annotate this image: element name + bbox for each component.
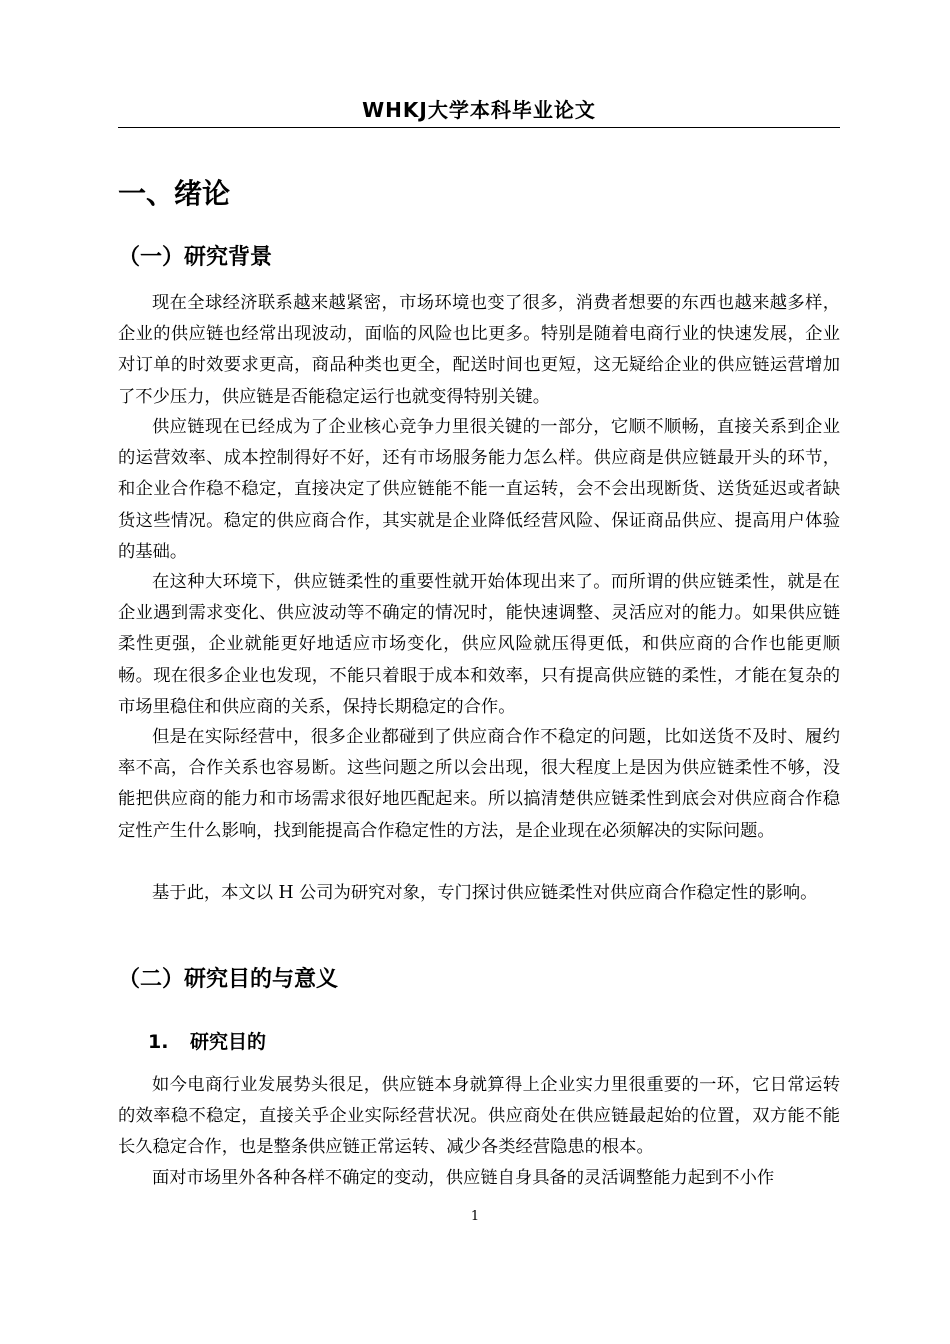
- paragraph-background-2: 供应链现在已经成为了企业核心竞争力里很关键的一部分，它顺不顺畅，直接关系到企业的运营效率、成本控制得好不好，还有市场服务能力怎么样。供应商是供应链最开头的环节，和企业合作稳不稳定，直接决定了供应链能不能一直运转，会不会出现断货、送货延迟或者缺货这些情况。稳定的供应商合作，其实就是企业降低经营风险、保证商品供应、提高用户体验的基础。: [118, 417, 840, 562]
- paragraph-background-3: 在这种大环境下，供应链柔性的重要性就开始体现出来了。而所谓的供应链柔性，就是在企业遇到需求变化、供应波动等不确定的情况时，能快速调整、灵活应对的能力。如果供应链柔性更强，企业就能更好地适应市场变化，供应风险就压得更低，和供应商的合作也能更顺畅。现在很多企业也发现，不能只着眼于成本和效率，只有提高供应链的柔性，才能在复杂的市场里稳住和供应商的关系，保持长期稳定的合作。: [118, 572, 840, 717]
- section-title-background: （一）研究背景: [118, 245, 273, 270]
- chapter-title: 一、绪论: [118, 177, 231, 210]
- subsection-title-purpose: [148, 1027, 266, 1054]
- running-header: WHKJ大学本科毕业论文: [362, 98, 596, 122]
- page-number: 1: [470, 1209, 480, 1224]
- paragraph-purpose-1: 如今电商行业发展势头很足，供应链本身就算得上企业实力里很重要的一环，它日常运转的效率稳不稳定，直接关乎企业实际经营状况。供应商处在供应链最起始的位置，双方能不能长久稳定合作，也是整条供应链正常运转、减少各类经营隐患的根本。: [118, 1075, 840, 1158]
- paragraph-background-1: 现在全球经济联系越来越紧密，市场环境也变了很多，消费者想要的东西也越来越多样，企业的供应链也经常出现波动，面临的风险也比更多。特别是随着电商行业的快速发展，企业对订单的时效要求更高，商品种类也更全，配送时间也更短，这无疑给企业的供应链运营增加了不少压力，供应链是否能稳定运行也就变得特别关键。: [118, 293, 840, 407]
- section-title-purpose: （二）研究目的与意义: [118, 967, 339, 992]
- paragraph-background-4: 但是在实际经营中，很多企业都碰到了供应商合作不稳定的问题，比如送货不及时、履约率不高，合作关系也容易断。这些问题之所以会出现，很大程度上是因为供应链柔性不够，没能把供应商的能力和市场需求很好地匹配起来。所以搞清楚供应链柔性到底会对供应商合作稳定性产生什么影响，找到能提高合作稳定性的方法，是企业现在必须解决的实际问题。: [118, 727, 840, 841]
- header-divider: [118, 127, 840, 128]
- paragraph-purpose-2: 面对市场里外各种各样不确定的变动，供应链自身具备的灵活调整能力起到不小作: [152, 1168, 775, 1188]
- paragraph-background-5: 基于此，本文以 H 公司为研究对象，专门探讨供应链柔性对供应商合作稳定性的影响。: [152, 883, 818, 903]
- subsection-label: 研究目的: [190, 1031, 267, 1053]
- subsection-number: 1.: [148, 1031, 169, 1053]
